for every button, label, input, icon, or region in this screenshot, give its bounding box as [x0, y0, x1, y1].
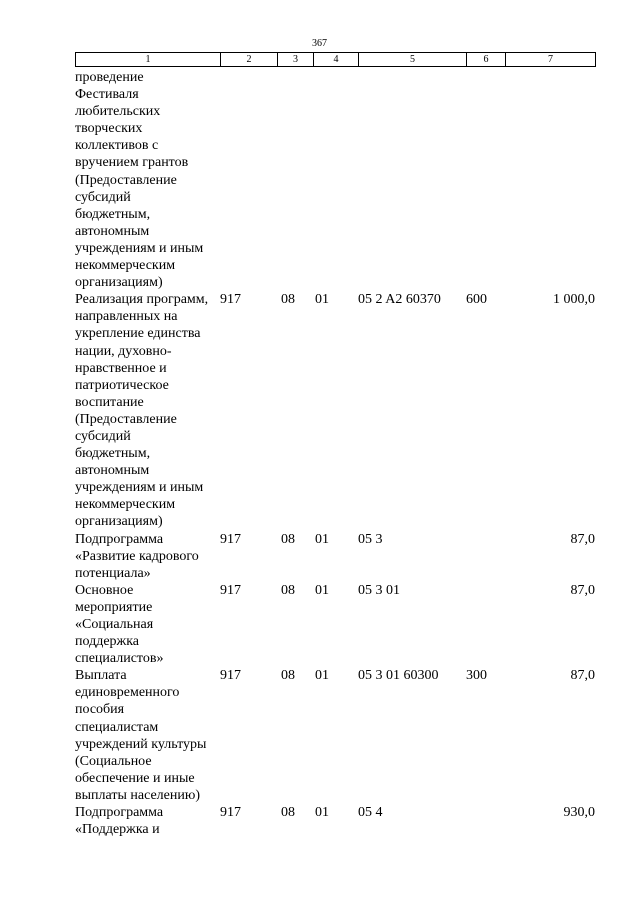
target-article-cell	[358, 69, 466, 291]
item-name-line: коллективов с	[75, 138, 159, 154]
expense-type-cell: 300	[466, 668, 487, 684]
amount-cell: 87,0	[570, 531, 595, 547]
grbs-code-cell: 917	[220, 805, 241, 821]
grbs-code-cell	[220, 69, 277, 291]
item-name-line: «Развитие кадрового	[75, 548, 199, 564]
item-name-line: патриотическое	[75, 377, 169, 393]
expense-type-cell	[466, 804, 505, 838]
expense-type-cell	[466, 69, 505, 291]
item-name-line: (Социальное	[75, 753, 152, 769]
item-name-line: единовременного	[75, 685, 180, 701]
target-article-cell: 05 3 01 60300	[358, 668, 439, 684]
grbs-code-cell: 917	[220, 668, 241, 684]
amount-cell: 1 000,0	[553, 292, 595, 308]
section-code-cell	[277, 69, 313, 291]
item-name-line: мероприятие	[75, 599, 153, 615]
subsection-code-cell: 01	[315, 582, 329, 598]
amount-cell: 87,0	[570, 668, 595, 684]
table-row	[75, 69, 595, 291]
item-name-cell	[75, 69, 220, 291]
expense-type-cell: 600	[466, 292, 487, 308]
target-article-cell: 05 4	[358, 805, 383, 821]
section-code-cell: 08	[281, 531, 295, 547]
item-name-line: Реализация программ,	[75, 292, 209, 308]
section-code-cell: 08	[281, 668, 295, 684]
target-article-cell: 05 3	[358, 531, 383, 547]
grbs-code-cell: 917	[220, 582, 241, 598]
table-row	[75, 531, 595, 582]
header-col-5: 5	[359, 53, 467, 67]
expense-type-cell	[466, 582, 505, 667]
item-name-line: специалистов»	[75, 651, 164, 667]
item-name-line: пособия	[75, 702, 125, 718]
item-name-line: «Социальная	[75, 617, 154, 632]
subsection-code-cell: 01	[315, 805, 329, 821]
target-article-cell: 05 3 01	[358, 582, 400, 598]
item-name-line: обеспечение и иные	[75, 770, 195, 786]
item-name-line: субсидий	[75, 428, 131, 444]
item-name-line: организациям)	[75, 514, 163, 530]
item-name-line: «Поддержка и	[75, 822, 160, 838]
header-col-3: 3	[278, 53, 314, 67]
item-name-line: поддержка	[75, 634, 140, 650]
section-code-cell: 08	[281, 292, 295, 308]
table-row	[75, 291, 595, 530]
item-name-line: нравственное и	[75, 360, 167, 376]
table-row	[75, 804, 595, 838]
item-name-line: некоммерческим	[75, 258, 176, 274]
item-name-line: бюджетным,	[75, 206, 151, 222]
amount-cell: 87,0	[570, 582, 595, 598]
item-name-line: автономным	[75, 463, 150, 479]
item-name-line: нации, духовно-	[75, 343, 172, 359]
subsection-code-cell	[313, 69, 358, 291]
item-name-cell	[75, 667, 220, 804]
item-name-line: учреждениям и иным	[75, 240, 204, 256]
subsection-code-cell: 01	[315, 668, 329, 684]
item-name-line: вручением грантов	[75, 155, 189, 171]
subsection-code-cell: 01	[315, 531, 329, 547]
column-number-header	[75, 52, 596, 67]
item-name-line: бюджетным,	[75, 446, 151, 462]
item-name-cell	[75, 804, 220, 838]
subsection-code-cell: 01	[315, 292, 329, 308]
item-name-cell	[75, 582, 220, 667]
item-name-cell	[75, 291, 220, 530]
grbs-code-cell: 917	[220, 292, 241, 308]
item-name-line: укрепление единства	[75, 326, 201, 342]
page-number: 367	[312, 38, 327, 49]
item-name-line: воспитание	[75, 394, 144, 410]
item-name-line: направленных на	[75, 309, 178, 325]
table-row	[75, 667, 595, 804]
item-name-line: Подпрограмма	[75, 531, 164, 547]
header-row	[76, 53, 596, 67]
item-name-line: потенциала»	[75, 565, 151, 581]
budget-table-body	[75, 69, 595, 838]
section-code-cell: 08	[281, 582, 295, 598]
item-name-line: некоммерческим	[75, 497, 176, 513]
amount-cell	[505, 69, 595, 291]
item-name-line: творческих	[75, 121, 143, 137]
item-name-line: Подпрограмма	[75, 805, 164, 821]
header-col-7: 7	[506, 53, 596, 67]
item-name-line: учреждениям и иным	[75, 480, 204, 496]
item-name-line: Фестиваля	[75, 87, 139, 103]
item-name-line: проведение	[75, 70, 144, 85]
header-col-1: 1	[76, 53, 221, 67]
header-col-4: 4	[314, 53, 359, 67]
item-name-line: (Предоставление	[75, 411, 177, 427]
section-code-cell: 08	[281, 805, 295, 821]
target-article-cell: 05 2 A2 60370	[358, 292, 441, 308]
item-name-line: субсидий	[75, 189, 131, 205]
item-name-cell	[75, 531, 220, 582]
item-name-line: автономным	[75, 223, 150, 239]
item-name-line: любительских	[75, 104, 161, 120]
header-col-2: 2	[221, 53, 278, 67]
item-name-line: (Предоставление	[75, 172, 177, 188]
item-name-line: организациям)	[75, 275, 163, 291]
expense-type-cell	[466, 531, 505, 582]
item-name-line: Выплата	[75, 668, 127, 684]
item-name-line: выплаты населению)	[75, 787, 200, 803]
item-name-line: Основное	[75, 582, 134, 598]
header-col-6: 6	[467, 53, 506, 67]
budget-table	[75, 69, 595, 838]
item-name-line: учреждений культуры	[75, 736, 207, 752]
amount-cell: 930,0	[563, 805, 595, 821]
item-name-line: специалистам	[75, 719, 159, 735]
grbs-code-cell: 917	[220, 531, 241, 547]
table-row	[75, 582, 595, 667]
